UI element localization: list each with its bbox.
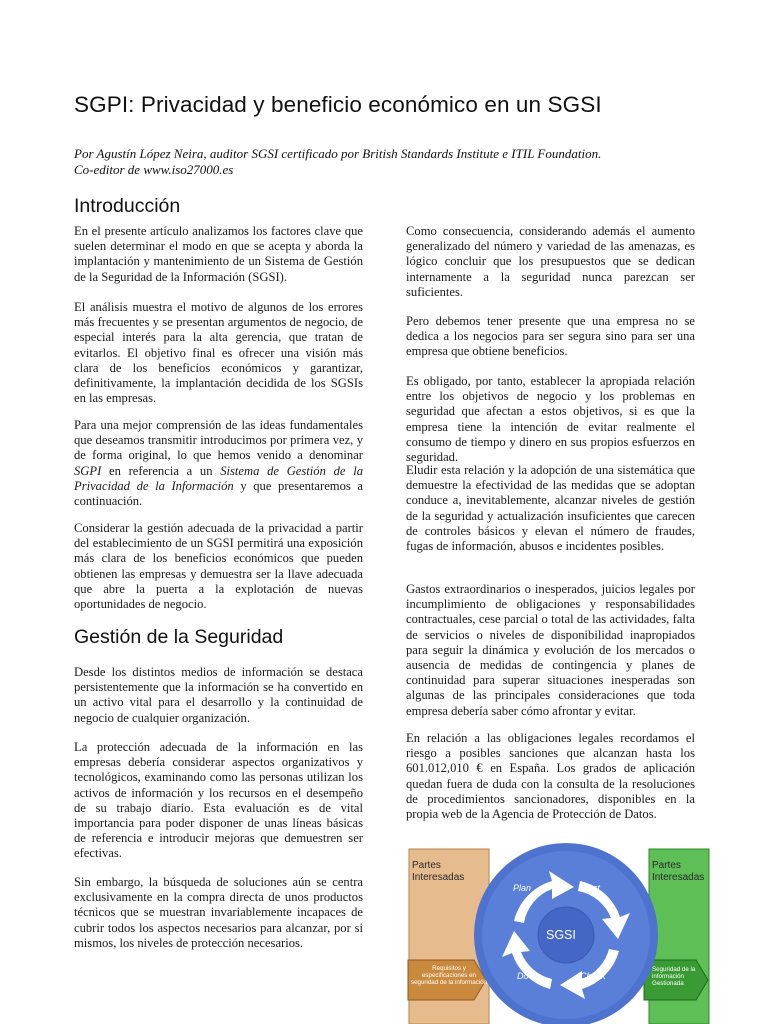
byline-coeditor: Co-editor de www.iso27000.es xyxy=(74,162,234,177)
requirements-label: Requisitos y especificaciones en seguridad de la información xyxy=(410,965,487,987)
paragraph: Es obligado, por tanto, establecer la apropiada relación entre los objetivos de negocio y los problemas en seguridad que afectan a estos objetivos, si es que la empresa tiene la intención de evitar realmente el consumo de tiempo y dinero en sus propios esfuerzos en seguridad. xyxy=(406,374,695,465)
paragraph: Gastos extraordinarios o inesperados, juicios legales por incumplimiento de obligaciones y responsabilidades contractuales, cese parcial o total de las actividades, falta de servicios o niveles de disponibilidad inapropiados para seguir la dinámica y evolución de los mercados o ausencia de medidas de contingencia y planes de continuidad para superar situaciones inesperadas son algunas de las principales consideraciones que toda empresa debería saber cómo afrontar y evitar. xyxy=(406,582,695,718)
pdca-diagram xyxy=(406,843,712,1024)
section-heading-introduccion: Introducción xyxy=(74,195,181,217)
paragraph: El análisis muestra el motivo de algunos de los errores más frecuentes y se presentan argumentos de negocio, de especial interés para la alta gerencia, que tratan de evitarlos. El objetivo final es ofrecer una visión más clara de los beneficios económicos y garantizar, definitivamente, la implantación decidida de los SGSIs en las empresas. xyxy=(74,300,363,406)
paragraph: Desde los distintos medios de información se destaca persistentemente que la información se ha convertido en un activo vital para el desarrollo y la continuidad de negocio de cualquier organización. xyxy=(74,665,363,725)
paragraph-text: Para una mejor comprensión de las ideas fundamentales que deseamos transmitir introducimos por primera vez, y de forma original, lo que hemos venido a denominar xyxy=(74,418,363,463)
stakeholders-label-right: Partes Interesadas xyxy=(652,860,705,883)
paragraph xyxy=(74,418,363,509)
byline xyxy=(74,146,714,178)
cycle-label-check: Check xyxy=(580,971,606,981)
paragraph-text: en referencia a un xyxy=(101,463,221,478)
article-title: SGPI: Privacidad y beneficio económico en un SGSI xyxy=(74,92,602,117)
byline-author: Por Agustín López Neira, auditor SGSI certificado por British Standards Institute e ITIL Foundation. xyxy=(74,146,602,161)
paragraph-emphasis: SGPI xyxy=(74,463,102,478)
paragraph: Considerar la gestión adecuada de la privacidad a partir del establecimiento de un SGSI permitirá una exposición más clara de los beneficios económicos que pueden obtienen las empresas y demuestra ser la llave adecuada que abre la puerta a la explotación de nuevas oportunidades de negocio. xyxy=(74,521,363,612)
paragraph-emphasis: Sistema de Gestión de la Privacidad de la Información xyxy=(74,463,363,493)
paragraph-text: y que presentaremos a continuación. xyxy=(74,478,363,509)
cycle-label-act: Act xyxy=(587,883,601,893)
paragraph: En el presente artículo analizamos los factores clave que suelen determinar el modo en que se acepta y aborda la implantación y mantenimiento de un Sistema de Gestión de la Seguridad de la Información (SGSI). xyxy=(74,224,363,284)
sgsi-label: SGSI xyxy=(546,928,576,942)
managed-security-label: Seguridad de la información Gestionada xyxy=(652,966,696,988)
paragraph: Pero debemos tener presente que una empresa no se dedica a los negocios para ser segura sino para ser una empresa que obtiene beneficios. xyxy=(406,314,695,359)
paragraph: Sin embargo, la búsqueda de soluciones aún se centra exclusivamente en la compra directa de unos productos técnicos que se muestran invariablemente incapaces de cubrir todos los aspectos necesarios para alcanzar, por si mismos, los niveles de protección necesarios. xyxy=(74,875,363,950)
paragraph: Como consecuencia, considerando además el aumento generalizado del número y variedad de las amenazas, es lógico concluir que los presupuestos que se dedican internamente a la seguridad nunca parezcan ser suficientes. xyxy=(406,224,695,299)
cycle-label-do: Do xyxy=(517,971,529,981)
paragraph: La protección adecuada de la información en las empresas debería considerar aspectos organizativos y tecnológicos, examinando como las personas utilizan los activos de información y los recursos en el desempeño de su trabajo diario. Esta evaluación es de vital importancia para poder disponer de unas líneas básicas de referencia e introducir mejoras que demuestren ser efectivas. xyxy=(74,740,363,861)
paragraph: En relación a las obligaciones legales recordamos el riesgo a posibles sanciones que alcanzan hasta los 601.012,010 € en España. Los grados de aplicación quedan fuera de duda con la consulta de la resoluciones de procedimientos sancionadores, disponibles en la propia web de la Agencia de Protección de Datos. xyxy=(406,731,695,822)
paragraph: Eludir esta relación y la adopción de una sistemática que demuestre la efectividad de las medidas que se adoptan conduce a, inevitablemente, alcanzar niveles de gestión de la seguridad y actualización insuficientes que carecen de controles básicos y elevan el número de fraudes, fugas de información, abusos e incidentes posibles. xyxy=(406,463,695,554)
cycle-label-plan: Plan xyxy=(513,883,532,893)
section-heading-gestion: Gestión de la Seguridad xyxy=(74,626,284,648)
stakeholders-label-left: Partes Interesadas xyxy=(412,860,465,883)
